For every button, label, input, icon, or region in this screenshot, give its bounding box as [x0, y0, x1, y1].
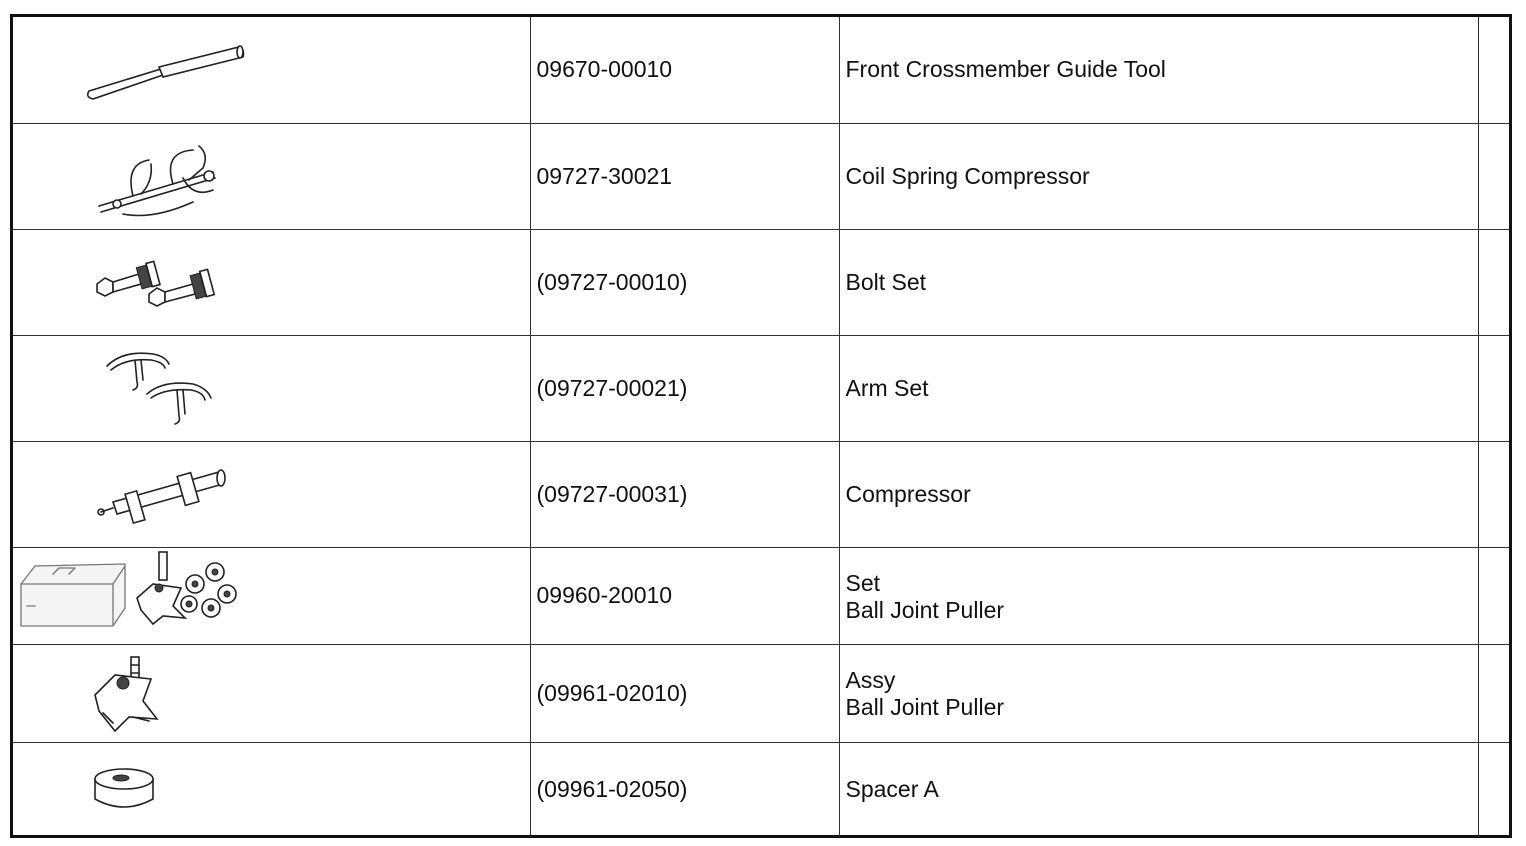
coil-spring-compressor-icon — [13, 124, 530, 230]
arm-set-icon — [13, 336, 530, 442]
tool-illustration-cell — [13, 123, 530, 229]
tool-name-line2: Ball Joint Puller — [845, 694, 1005, 720]
part-number: (09727-00010) — [536, 268, 688, 295]
ball-joint-puller-set-icon — [13, 548, 530, 645]
compressor-icon — [13, 442, 530, 548]
tool-illustration-cell — [13, 547, 530, 644]
table-row — [13, 742, 1509, 837]
blank-cell — [1478, 644, 1509, 742]
tool-illustration-cell — [13, 742, 530, 837]
tool-name: Arm Set — [845, 374, 929, 401]
spacer-icon — [13, 743, 530, 838]
blank-cell — [1478, 547, 1509, 644]
guide-tool-icon — [13, 17, 530, 123]
tool-illustration-cell — [13, 335, 530, 441]
table-row — [13, 644, 1509, 742]
tool-name: Bolt Set — [845, 268, 927, 295]
table-row — [13, 17, 1509, 123]
tool-name: Spacer A — [845, 776, 939, 803]
table-row — [13, 123, 1509, 229]
blank-cell — [1478, 123, 1509, 229]
part-number: (09727-00021) — [536, 374, 688, 401]
part-number: (09961-02010) — [536, 679, 688, 706]
blank-cell — [1478, 335, 1509, 441]
part-number: 09670-00010 — [536, 56, 673, 83]
part-number: (09961-02050) — [536, 776, 688, 803]
blank-cell — [1478, 441, 1509, 547]
tool-name: Compressor — [845, 480, 971, 507]
part-number: 09960-20010 — [536, 582, 673, 608]
table-row — [13, 441, 1509, 547]
special-tools-sheet — [10, 14, 1512, 838]
bolt-set-icon — [13, 230, 530, 336]
tool-name-line2: Ball Joint Puller — [845, 596, 1005, 623]
tool-illustration-cell — [13, 17, 530, 123]
table-row — [13, 335, 1509, 441]
blank-cell — [1478, 17, 1509, 123]
part-number: 09727-30021 — [536, 162, 673, 189]
blank-cell — [1478, 742, 1509, 837]
tool-illustration-cell — [13, 441, 530, 547]
tool-name-line1: Assy — [845, 667, 896, 693]
special-tools-table — [13, 17, 1509, 837]
tool-illustration-cell — [13, 644, 530, 742]
table-row — [13, 547, 1509, 644]
tool-name: Coil Spring Compressor — [845, 162, 1090, 189]
table-row — [13, 229, 1509, 335]
tool-name — [840, 661, 1478, 725]
tool-name — [840, 564, 1478, 628]
tool-illustration-cell — [13, 229, 530, 335]
ball-joint-puller-assy-icon — [13, 645, 530, 743]
tool-name-line1: Set — [845, 569, 881, 596]
part-number: (09727-00031) — [536, 480, 688, 507]
tool-name: Front Crossmember Guide Tool — [845, 56, 1166, 83]
blank-cell — [1478, 229, 1509, 335]
